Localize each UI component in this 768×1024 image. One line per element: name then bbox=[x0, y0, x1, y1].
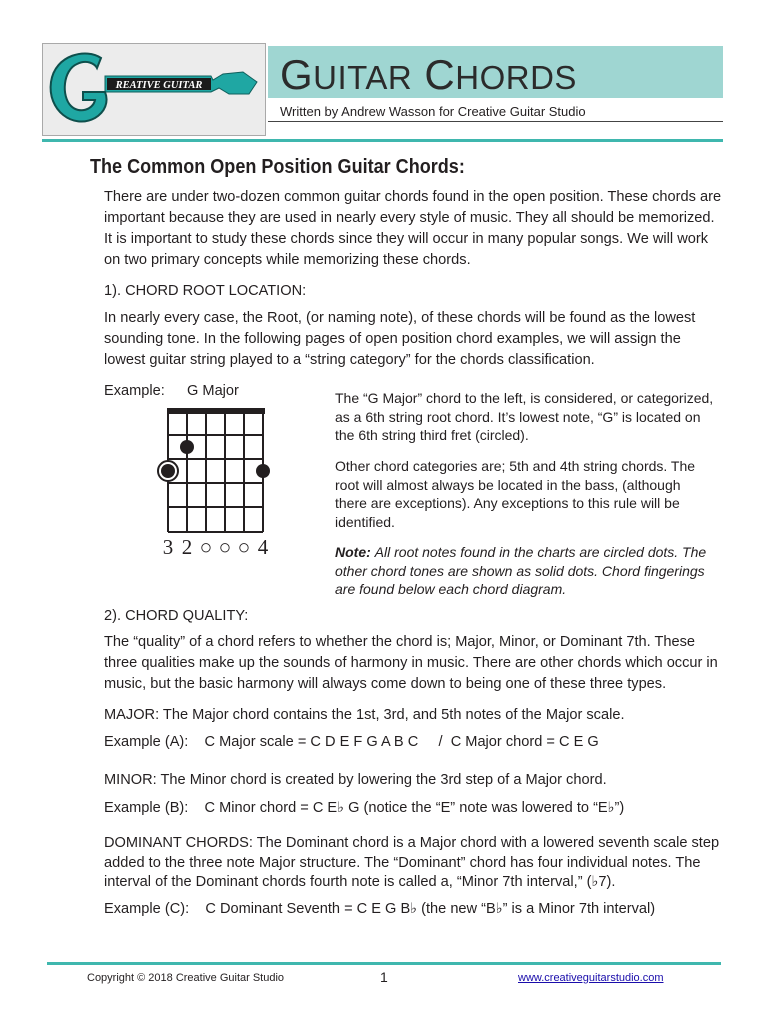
fingering-label: 4 bbox=[257, 535, 269, 558]
note-paragraph bbox=[335, 543, 715, 599]
g-major-chord-diagram bbox=[155, 403, 285, 558]
document-title: GUITAR CHORDS bbox=[280, 51, 577, 98]
chord-fingering bbox=[163, 535, 269, 558]
logo-text: REATIVE GUITAR bbox=[115, 80, 203, 91]
page-number: 1 bbox=[380, 969, 388, 985]
website-link[interactable]: www.creativeguitarstudio.com bbox=[518, 972, 664, 984]
chord-dots bbox=[158, 440, 270, 481]
footer-copyright: Copyright © 2018 Creative Guitar Studio bbox=[87, 972, 285, 984]
fingering-label: 3 bbox=[162, 535, 174, 558]
creative-guitar-logo-icon bbox=[43, 44, 265, 135]
major-line: MAJOR: The Major chord contains the 1st, 3rd, and 5th notes of the Major scale. bbox=[104, 707, 625, 723]
fingering-label: 2 bbox=[181, 535, 193, 558]
logo bbox=[42, 43, 266, 136]
intro-paragraph: There are under two-dozen common guitar chords found in the open position. These chords are important because they are used in nearly every style of music. They all should be memorized. It is important to study these chords since they will occur in many popular songs. We will work on two primary concepts while memorizing these chords. bbox=[104, 189, 722, 268]
fingering-label: ○ bbox=[218, 535, 232, 558]
dominant-paragraph: DOMINANT CHORDS: The Dominant chord is a Major chord with a lowered seventh scale step added to the three note Major structure. The “Dominant” chord has four individual notes. The interval of the Dominant chords fourth note is called a, “Minor 7th interval,” (♭7). bbox=[104, 835, 720, 890]
example-c: Example (C): C Dominant Seventh = C E G B♭ (the new “B♭” is a Minor 7th interval) bbox=[104, 901, 656, 917]
example-chord-name: G Major bbox=[187, 383, 239, 399]
quality-paragraph: The “quality” of a chord refers to whether the chord is; Major, Minor, or Dominant 7th. These three qualities make up the sounds of harmony in music. There are other chords which occur in music, but the basic harmony will always come down to being one of these three types. bbox=[104, 634, 718, 692]
right-paragraph-2: Other chord categories are; 5th and 4th string chords. The root will almost always be located in the bass, (although there are exceptions). Any exceptions to this rule will be identified. bbox=[335, 458, 696, 530]
fingering-label: ○ bbox=[237, 535, 251, 558]
section-title: The Common Open Position Guitar Chords: bbox=[90, 155, 465, 178]
chord-strings bbox=[168, 411, 263, 532]
root-heading: 1). CHORD ROOT LOCATION: bbox=[104, 283, 307, 299]
author-line: Written by Andrew Wasson for Creative Guitar Studio bbox=[280, 104, 586, 119]
root-paragraph: In nearly every case, the Root, (or naming note), of these chords will be found as the lowest sounding tone. In the following pages of open position chord examples, we will assign the lowest guitar string played to a “string category” for the chords classification. bbox=[104, 310, 696, 368]
top-rule bbox=[42, 139, 723, 142]
header-divider bbox=[268, 121, 723, 122]
chord-tone-dot bbox=[256, 464, 270, 478]
example-label: Example: bbox=[104, 383, 165, 399]
minor-line: MINOR: The Minor chord is created by lowering the 3rd step of a Major chord. bbox=[104, 772, 607, 788]
bottom-rule bbox=[47, 962, 721, 965]
root-note-dot bbox=[161, 464, 175, 478]
example-a: Example (A): C Major scale = C D E F G A B C / C Major chord = C E G bbox=[104, 734, 599, 750]
chord-tone-dot bbox=[180, 440, 194, 454]
note-label: Note: bbox=[335, 544, 371, 560]
example-b: Example (B): C Minor chord = C E♭ G (notice the “E” note was lowered to “E♭”) bbox=[104, 800, 625, 816]
quality-heading: 2). CHORD QUALITY: bbox=[104, 608, 249, 624]
fingering-label: ○ bbox=[199, 535, 213, 558]
chord-nut bbox=[167, 408, 265, 414]
note-text: All root notes found in the charts are circled dots. The other chord tones are shown as solid dots. Chord fingerings are found below each chord diagram. bbox=[335, 544, 707, 597]
right-paragraph-1: The “G Major” chord to the left, is considered, or categorized, as a 6th string root chord. It’s lowest note, “G” is located on the 6th string third fret (circled). bbox=[335, 390, 714, 443]
